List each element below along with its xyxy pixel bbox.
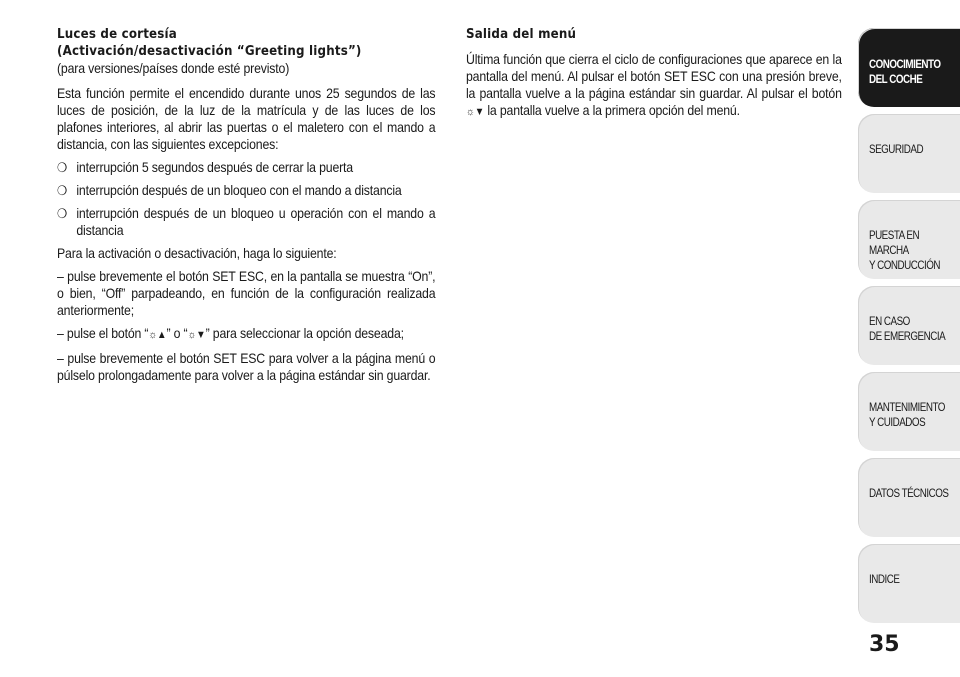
list-item: ❍ interrupción después de un bloqueo con el mando a distancia bbox=[57, 182, 402, 198]
right-column bbox=[466, 26, 842, 127]
section-subtitle: (para versiones/países donde esté previsto) bbox=[57, 60, 290, 76]
chapter-tabs bbox=[858, 28, 960, 630]
bullet-icon: ❍ bbox=[57, 183, 68, 198]
tab-datos-tecnicos[interactable]: DATOS TÉCNICOS bbox=[858, 458, 960, 537]
light-down-arrow-icon: ☼▼ bbox=[187, 329, 206, 341]
intro-paragraph: Esta función permite el encendido durante unos 25 segundos de las luces de posición, de la luz de la matrícula y de las luces de los plafones interiores, al abrir las puertas o el maletero con el mando a distancia, con las siguientes excepciones: bbox=[57, 85, 436, 152]
list-item: ❍ interrupción después de un bloqueo u operación con el mando a distancia bbox=[57, 205, 436, 238]
menu-exit-paragraph: Última función que cierra el ciclo de configuraciones que aparece en la pantalla del menú. Al pulsar el botón SET ESC con una presión breve, la pantalla vuelve a la página estándar sin guardar. Al pulsar el botón ☼▼ la pantalla vuelve a la primera opción del menú. bbox=[466, 51, 842, 118]
tab-en-caso-de-emergencia[interactable]: EN CASO DE EMERGENCIA bbox=[858, 286, 960, 365]
left-column bbox=[57, 26, 435, 390]
tab-indice[interactable]: INDICE bbox=[858, 544, 960, 623]
bullet-icon: ❍ bbox=[57, 206, 68, 221]
light-down-arrow-icon: ☼▼ bbox=[466, 106, 485, 118]
tab-seguridad[interactable]: SEGURIDAD bbox=[858, 114, 960, 193]
step-3: – pulse brevemente el botón SET ESC para volver a la página menú o púlselo prolongadamente para volver a la página estándar sin guardar. bbox=[57, 350, 436, 383]
section-title-greeting-lights-line2: (Activación/desactivación “Greeting lights”) bbox=[57, 43, 362, 59]
list-item: ❍ interrupción 5 segundos después de cerrar la puerta bbox=[57, 159, 353, 175]
bullet-icon: ❍ bbox=[57, 160, 68, 175]
step-2: – pulse el botón “☼▲” o “☼▼” para seleccionar la opción deseada; bbox=[57, 325, 404, 341]
page-number: 35 bbox=[869, 632, 900, 657]
section-title-greeting-lights: Luces de cortesía bbox=[57, 26, 177, 42]
light-up-arrow-icon: ☼▲ bbox=[148, 329, 167, 341]
tab-mantenimiento[interactable]: MANTENIMIENTO Y CUIDADOS bbox=[858, 372, 960, 451]
tab-conocimiento-del-coche[interactable]: CONOCIMIENTO DEL COCHE bbox=[858, 28, 960, 107]
howto-paragraph: Para la activación o desactivación, haga lo siguiente: bbox=[57, 245, 337, 261]
step-1: – pulse brevemente el botón SET ESC, en la pantalla se muestra “On”, o bien, “Off” parpadeando, en función de la configuración realizada anteriormente; bbox=[57, 268, 436, 318]
section-title-menu-exit: Salida del menú bbox=[466, 26, 577, 42]
tab-puesta-en-marcha[interactable]: PUESTA EN MARCHA Y CONDUCCIÓN bbox=[858, 200, 960, 279]
